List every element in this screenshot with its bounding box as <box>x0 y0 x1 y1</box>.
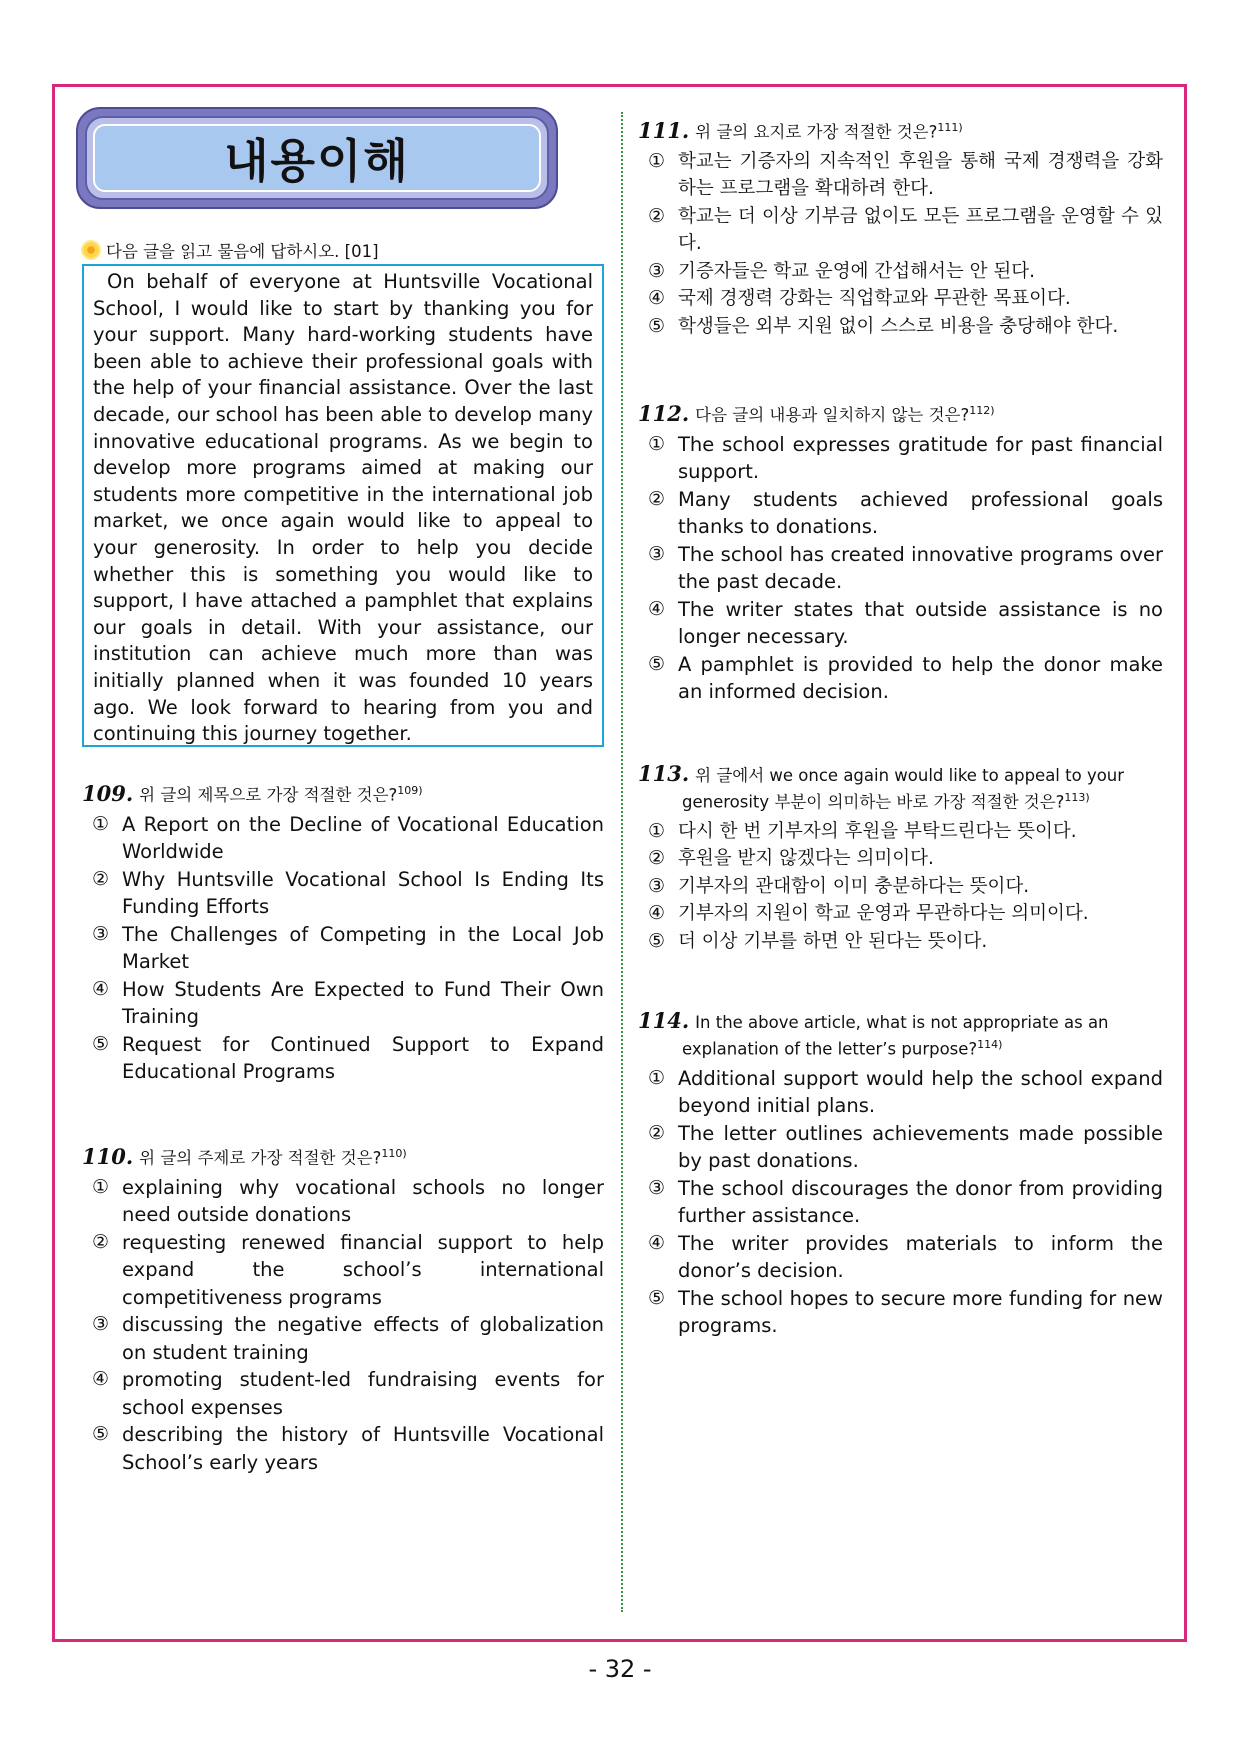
footnote-ref: 114) <box>977 1038 1003 1051</box>
question-text: 위 글의 제목으로 가장 적절한 것은? <box>139 785 398 805</box>
flower-icon <box>82 241 100 259</box>
option-5[interactable]: ⑤ 학생들은 외부 지원 없이 스스로 비용을 충당해야 한다. <box>648 314 1119 337</box>
option-list <box>638 148 1163 341</box>
option-list <box>638 818 1163 956</box>
option-5[interactable]: ⑤ The school hopes to secure more funding for new programs. <box>648 1286 1163 1337</box>
footnote-ref: 112) <box>969 404 995 417</box>
question-text-cont: explanation of the letter’s purpose? <box>682 1039 978 1059</box>
option-1[interactable]: ① Additional support would help the school expand beyond initial plans. <box>648 1066 1163 1117</box>
question-text: 위 글에서 we once again would like to appeal to your <box>695 766 1125 785</box>
option-2[interactable]: ② 학교는 더 이상 기부금 없이도 모든 프로그램을 운영할 수 있다. <box>648 204 1163 254</box>
option-2[interactable]: ② Many students achieved professional goals thanks to donations. <box>648 487 1163 538</box>
question-number: 113. <box>638 761 690 786</box>
column-divider <box>621 112 623 1612</box>
option-5[interactable]: ⑤ describing the history of Huntsville Vocational School’s early years <box>92 1423 604 1474</box>
option-1[interactable]: ① 다시 한 번 기부자의 후원을 부탁드린다는 뜻이다. <box>648 819 1077 842</box>
option-3[interactable]: ③ The school discourages the donor from providing further assistance. <box>648 1176 1163 1227</box>
option-4[interactable]: ④ The writer provides materials to inform the donor’s decision. <box>648 1231 1163 1282</box>
option-1[interactable]: ① explaining why vocational schools no longer need outside donations <box>92 1175 604 1226</box>
question-111 <box>638 117 1163 340</box>
question-number: 112. <box>638 400 690 426</box>
option-list <box>82 1174 604 1477</box>
option-3[interactable]: ③ 기증자들은 학교 운영에 간섭해서는 안 된다. <box>648 259 1035 282</box>
option-4[interactable]: ④ How Students Are Expected to Fund Their Own Training <box>92 977 604 1028</box>
footnote-ref: 110) <box>381 1147 407 1160</box>
option-4[interactable]: ④ 기부자의 지원이 학교 운영과 무관하다는 의미이다. <box>648 902 1089 924</box>
question-109 <box>82 780 604 1086</box>
question-112 <box>638 400 1163 706</box>
question-number: 109. <box>82 780 134 806</box>
option-5[interactable]: ⑤ A pamphlet is provided to help the donor make an informed decision. <box>648 652 1163 703</box>
question-text: 다음 글의 내용과 일치하지 않는 것은? <box>695 405 970 425</box>
option-1[interactable]: ① A Report on the Decline of Vocational Education Worldwide <box>92 812 604 863</box>
option-2[interactable]: ② The letter outlines achievements made possible by past donations. <box>648 1121 1163 1172</box>
question-text: 위 글의 요지로 가장 적절한 것은? <box>695 122 938 142</box>
instruction <box>82 238 379 262</box>
option-3[interactable]: ③ The school has created innovative programs over the past decade. <box>648 542 1163 593</box>
option-list <box>82 811 604 1086</box>
instruction-text: 다음 글을 읽고 물음에 답하시오. [01] <box>106 242 379 261</box>
option-2[interactable]: ② requesting renewed financial support to help expand the school’s international competitiveness programs <box>92 1230 604 1309</box>
question-number: 110. <box>82 1143 134 1169</box>
option-4[interactable]: ④ promoting student-led fundraising events for school expenses <box>92 1368 604 1419</box>
option-2[interactable]: ② 후원을 받지 않겠다는 의미이다. <box>648 847 934 869</box>
option-3[interactable]: ③ 기부자의 관대함이 이미 충분하다는 뜻이다. <box>648 874 1030 897</box>
footnote-ref: 111) <box>937 121 963 134</box>
question-number: 114. <box>638 1008 690 1033</box>
option-4[interactable]: ④ 국제 경쟁력 강화는 직업학교와 무관한 목표이다. <box>648 287 1071 309</box>
question-number: 111. <box>638 117 690 143</box>
option-5[interactable]: ⑤ Request for Continued Support to Expand Educational Programs <box>92 1032 604 1083</box>
question-113 <box>638 763 1163 955</box>
question-114 <box>638 1010 1163 1340</box>
page-number: - 32 - <box>588 1655 652 1683</box>
question-text: 위 글의 주제로 가장 적절한 것은? <box>139 1148 382 1168</box>
option-list <box>638 431 1163 706</box>
footnote-ref: 109) <box>397 784 423 797</box>
option-1[interactable]: ① 학교는 기증자의 지속적인 후원을 통해 국제 경쟁력을 강화하는 프로그램을 확대하려 한다. <box>648 149 1163 199</box>
option-3[interactable]: ③ discussing the negative effects of globalization on student training <box>92 1313 604 1364</box>
section-title: 내용이해 <box>224 134 410 188</box>
option-2[interactable]: ② Why Huntsville Vocational School Is Ending Its Funding Efforts <box>92 867 604 918</box>
reading-passage: On behalf of everyone at Huntsville Vocational School, I would like to start by thanking you for your support. Many hard-working students have been able to achieve their professional goals with the help of your financial assistance. Over the last decade, our school has been able to develop many innovative educational programs. As we begin to develop more programs aimed at making our students more competitive in the international job market, we once again would like to appeal to your generosity. In order to help you decide whether this is something you would like to support, I have attached a pamphlet that explains our goals in detail. With your assistance, our institution can achieve much more than was initially planned when it was founded 10 years ago. We look forward to hearing from you and continuing this journey together. <box>82 264 604 747</box>
option-3[interactable]: ③ The Challenges of Competing in the Local Job Market <box>92 922 604 973</box>
question-text: In the above article, what is not appropriate as an <box>695 1013 1109 1032</box>
question-110 <box>82 1143 604 1476</box>
option-1[interactable]: ① The school expresses gratitude for past financial support. <box>648 432 1163 483</box>
footnote-ref: 113) <box>1064 791 1090 804</box>
option-5[interactable]: ⑤ 더 이상 기부를 하면 안 된다는 뜻이다. <box>648 929 988 952</box>
option-list <box>638 1065 1163 1340</box>
question-text-cont: generosity 부분이 의미하는 바로 가장 적절한 것은? <box>682 792 1065 812</box>
option-4[interactable]: ④ The writer states that outside assistance is no longer necessary. <box>648 597 1163 648</box>
section-banner <box>76 107 558 209</box>
